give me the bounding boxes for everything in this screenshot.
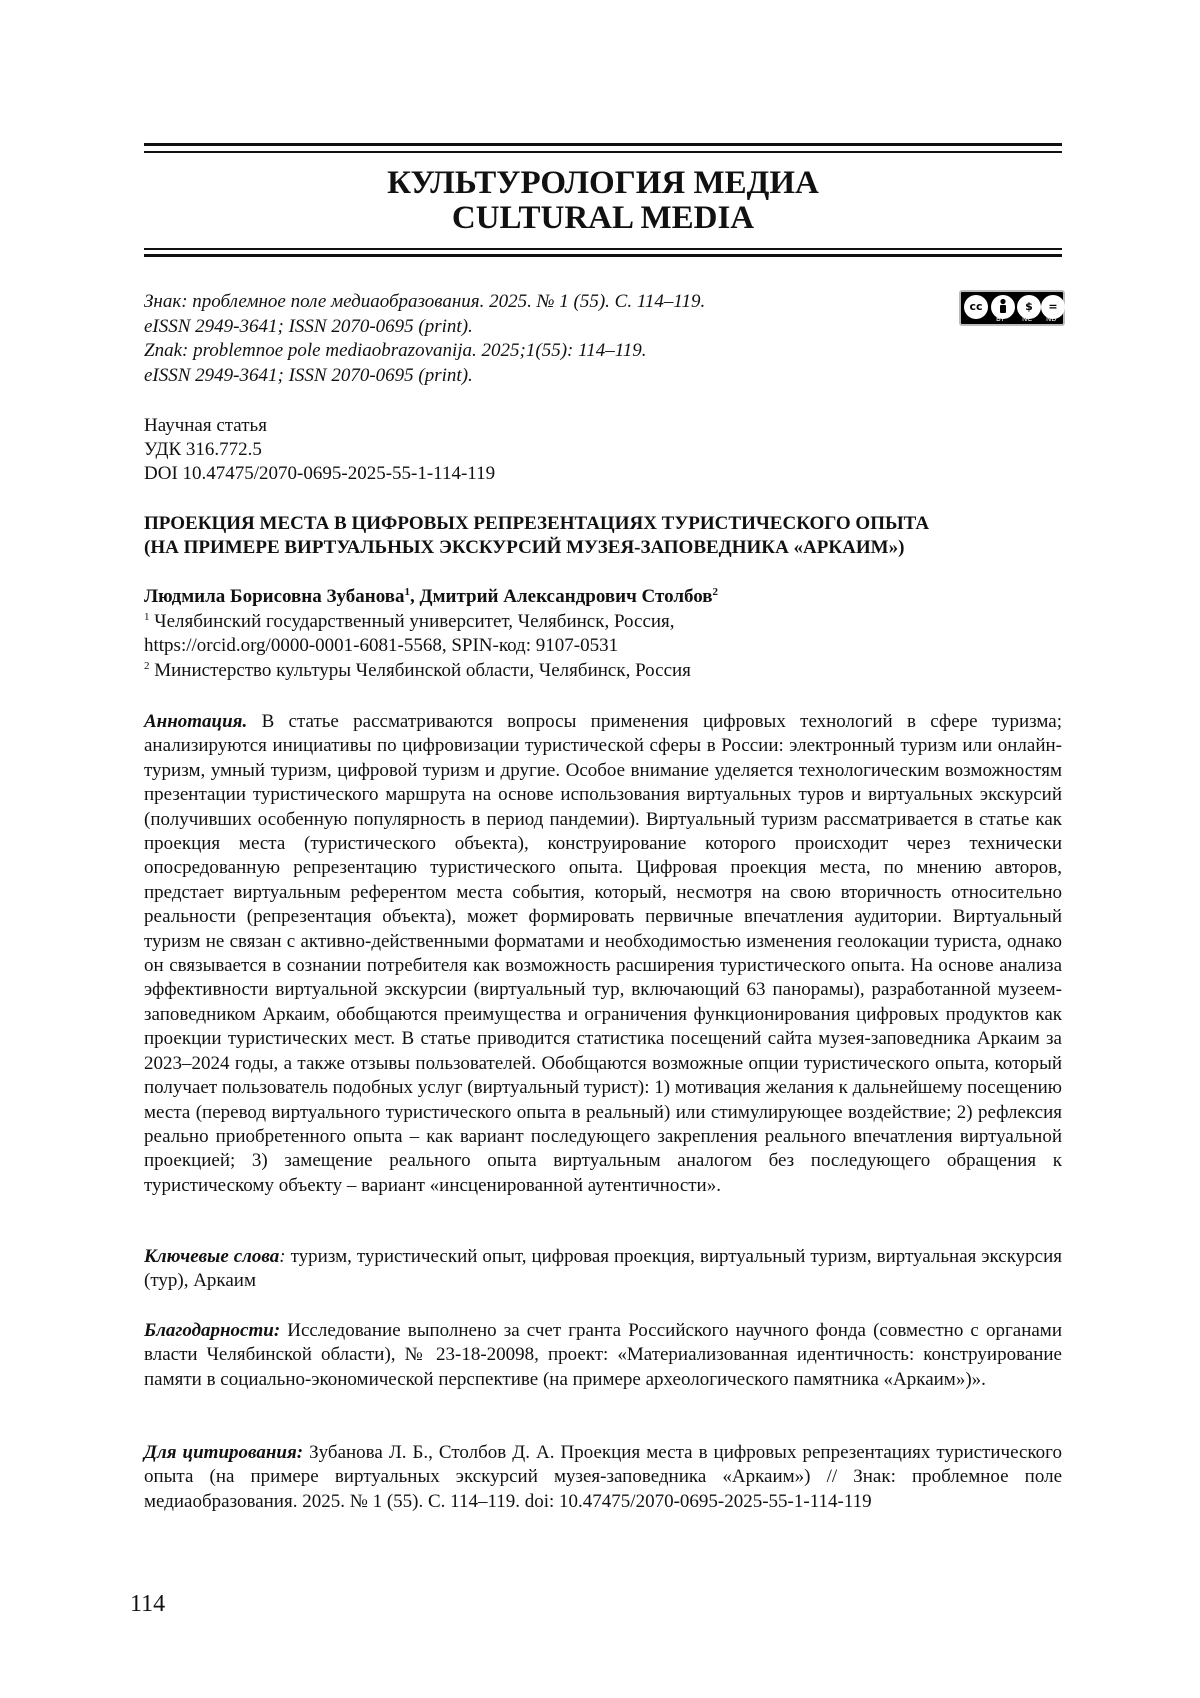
keywords-text: туризм, туристический опыт, цифровая проекция, виртуальный туризм, виртуальная экскурсия (тур), Аркаим bbox=[144, 1246, 1063, 1292]
journal-info-line: eISSN 2949-3641; ISSN 2070-0695 (print). bbox=[144, 315, 473, 337]
journal-info-line: eISSN 2949-3641; ISSN 2070-0695 (print). bbox=[144, 364, 473, 386]
doi: DOI 10.47475/2070-0695-2025-55-1-114-119 bbox=[144, 463, 496, 484]
article-meta bbox=[144, 414, 495, 486]
affiliation-1-sup: 1 bbox=[144, 610, 150, 623]
acknowledgements-text: Исследование выполнено за счет гранта Российского научного фонда (совместно с органами власти Челябинской области), № 23-18-20098, проект: «Материализованная идентичность: конструирование памяти в социально-экономической перспективе (на примере археологического памятника «Аркаим»)». bbox=[144, 1320, 1062, 1390]
keywords-colon: : bbox=[279, 1246, 286, 1267]
article-type: Научная статья bbox=[144, 415, 267, 436]
author-2-sup: 2 bbox=[712, 586, 719, 598]
article-title-line: (НА ПРИМЕРЕ ВИРТУАЛЬНЫХ ЭКСКУРСИЙ МУЗЕЯ-ЗАПОВЕДНИКА «АРКАИМ») bbox=[144, 537, 905, 558]
journal-info-line: Znak: problemnoe pole mediaobrazovanija. 2025;1(55): 114–119. bbox=[144, 340, 647, 361]
nc-dollar-icon: $ bbox=[1017, 295, 1041, 319]
cc-license-badge[interactable] bbox=[959, 290, 1065, 326]
author-1-sup: 1 bbox=[404, 586, 411, 598]
author-names bbox=[144, 585, 1062, 610]
journal-info-line: Знак: проблемное поле медиаобразования. 2025. № 1 (55). С. 114–119. bbox=[144, 291, 706, 312]
affiliation-1-text: Челябинский государственный университет, Челябинск, Россия, bbox=[154, 610, 675, 632]
affiliation-2-sup: 2 bbox=[144, 659, 150, 672]
by-label: BY bbox=[996, 315, 1005, 323]
udc: УДК 316.772.5 bbox=[144, 439, 262, 460]
section-title-ru: КУЛЬТУРОЛОГИЯ МЕДИА bbox=[387, 165, 819, 201]
page-number: 114 bbox=[130, 1591, 166, 1617]
affiliation-2-text: Министерство культуры Челябинской области, Челябинск, Россия bbox=[154, 659, 691, 681]
citation-label: Для цитирования: bbox=[144, 1442, 304, 1463]
nc-label: NC bbox=[1022, 315, 1033, 323]
keywords-label: Ключевые слова bbox=[144, 1246, 280, 1267]
abstract-label: Аннотация. bbox=[144, 711, 248, 732]
acknowledgements bbox=[144, 1319, 1062, 1392]
bottom-rule-thick bbox=[144, 254, 1062, 257]
top-rule-thick bbox=[144, 143, 1062, 146]
author-1: Людмила Борисовна Зубанова bbox=[144, 586, 405, 607]
citation bbox=[144, 1441, 1062, 1514]
authors-block bbox=[144, 585, 1062, 683]
article-title-line: ПРОЕКЦИЯ МЕСТА В ЦИФРОВЫХ РЕПРЕЗЕНТАЦИЯХ ТУРИСТИЧЕСКОГО ОПЫТА bbox=[144, 513, 930, 534]
journal-info bbox=[144, 290, 844, 388]
citation-text: Зубанова Л. Б., Столбов Д. А. Проекция места в цифровых репрезентациях туристического опыта (на примере виртуальных экскурсий музея-заповедника «Аркаим») // Знак: проблемное поле медиаобразования. 2025. № 1 (55). С. 114–119. doi: 10.47475/2070-0695-2025-55-1-114-119 bbox=[144, 1442, 1063, 1512]
nd-equals-icon: = bbox=[1041, 295, 1065, 319]
abstract bbox=[144, 710, 1062, 1198]
cc-icon: cc bbox=[964, 295, 988, 319]
keywords bbox=[144, 1245, 1062, 1294]
abstract-text: В статье рассматриваются вопросы применения цифровых технологий в сфере туризма; анализируются инициативы по цифровизации туристической сферы в России: электронный туризм или онлайн-туризм, умный туризм, цифровой туризм и другие. Особое внимание уделяется технологическим возможностям презентации туристического маршрута на основе использования виртуальных туров и виртуальных экскурсий (получивших особенную популярность в период пандемии). Виртуальный туризм рассматривается в статье как проекция места (туристического объекта), конструирование которого происходит через технически опосредованную репрезентацию туристического опыта. Цифровая проекция места, по мнению авторов, предстает виртуальным референтом места события, который, несмотря на свою вторичность относительно реальности (репрезентация объекта), может формировать первичные впечатления аудитории. Виртуальный туризм не связан с активно-действенными форматами и необходимостью изменения геолокации туриста, однако он связывается в сознании потребителя как возможность расширения туристического опыта. На основе анализа эффективности виртуальной экскурсии (виртуальный тур, включающий 63 панорамы), разработанной музеем-заповедником Аркаим, обобщаются преимущества и ограничения функционирования цифровых продуктов как проекции туристических мест. В статье приводится статистика посещений сайта музея-заповедника Аркаим за 2023–2024 годы, а также отзывы пользователей. Обобщаются возможные опции туристического опыта, который получает пользователь подобных услуг (виртуальный турист): 1) мотивация желания к дальнейшему посещению места (перевод виртуального туристического опыта в реальный) или стимулирующее воздействие; 2) рефлексия реально приобретенного опыта – как вариант последующего закрепления реального впечатления виртуальной проекцией; 3) замещение реального опыта виртуальным аналогом без последующего обращения к туристическому объекту – вариант «инсценированной аутентичности». bbox=[144, 711, 1062, 1196]
section-title-en: CULTURAL MEDIA bbox=[451, 200, 755, 236]
affiliation-1-orcid[interactable]: https://orcid.org/0000-0001-6081-5568, SPIN-код: 9107-0531 bbox=[144, 635, 619, 656]
affiliation-1 bbox=[144, 610, 1062, 635]
top-rule-thin bbox=[144, 151, 1062, 153]
acknowledgements-label: Благодарности: bbox=[144, 1320, 281, 1341]
nd-label: ND bbox=[1046, 315, 1057, 323]
journal-section-title bbox=[144, 166, 1062, 236]
author-2: Дмитрий Александрович Столбов bbox=[419, 586, 713, 607]
article-title bbox=[144, 512, 1062, 560]
author-separator: , bbox=[410, 586, 420, 607]
affiliation-2 bbox=[144, 659, 1062, 684]
bottom-rule-thin bbox=[144, 248, 1062, 250]
